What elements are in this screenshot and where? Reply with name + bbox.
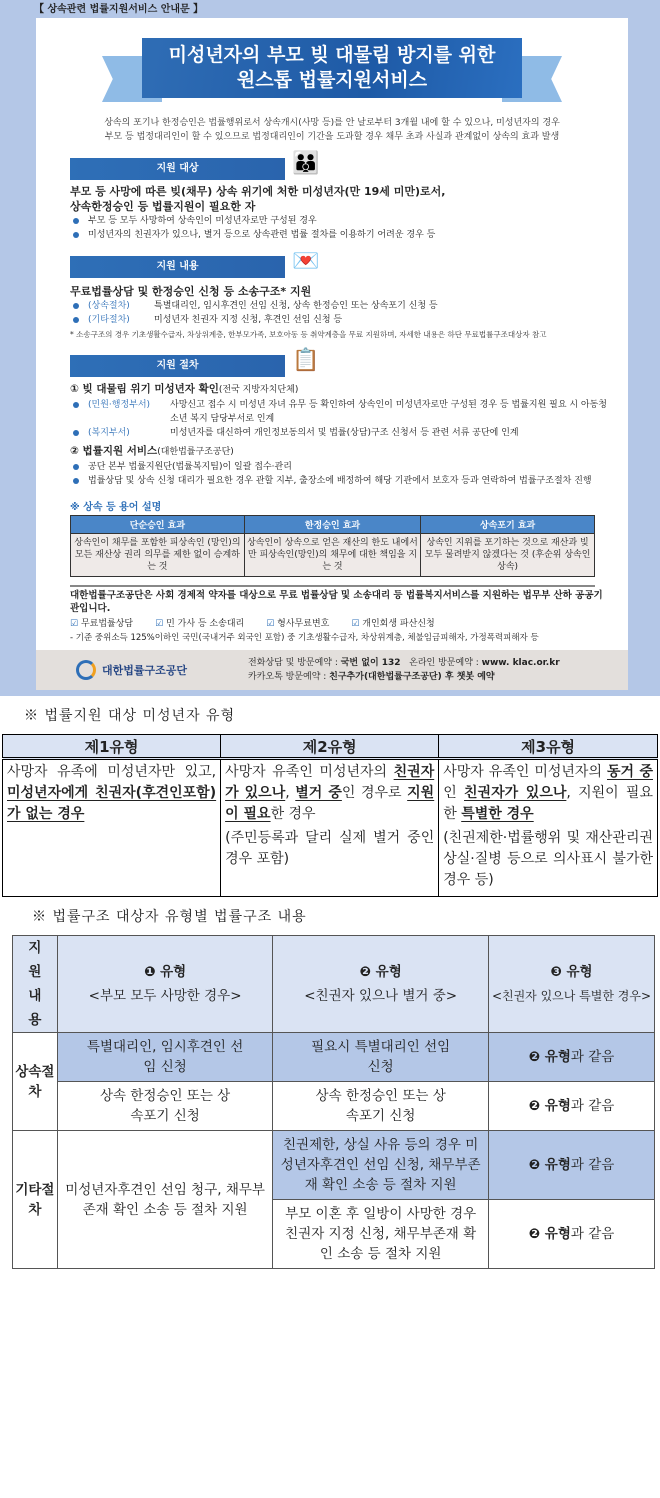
terms-title: ※ 상속 등 용어 설명: [70, 502, 162, 513]
text-segment: , 지원이 필요한: [443, 785, 653, 822]
poster-title-2: 원스톱 법률지원서비스: [236, 69, 428, 91]
heart-envelope-icon: 💌: [292, 249, 320, 274]
intro-text: [56, 116, 608, 144]
service-list: [70, 618, 628, 631]
footnote: * 소송구조의 경우 기초생활수급자, 차상위계층, 한부모가족, 보호아동 등 취약계층을 무료 지원하며, 자세한 내용은 하단 무료법률구조대상자 참고: [70, 330, 547, 339]
text-segment: 사망자 유족에 미성년자만 있고,: [7, 764, 217, 780]
section1-title: ※ 법률지원 대상 미성년자 유형: [24, 708, 236, 724]
poster-background: [0, 0, 660, 696]
website-link[interactable]: www. klac.or.kr: [481, 658, 560, 668]
list-item: (복지부서) 미성년자를 대신하여 개인정보동의서 및 법률(상담)구조 신청서 등 관련 서류 공단에 인계: [70, 426, 610, 440]
cell-paragraph: [443, 762, 653, 825]
cell-paragraph: [225, 762, 434, 825]
col-header: ❶ 유형 <부모 모두 사망한 경우>: [57, 936, 273, 1033]
list-item: 법률상담 및 상속 신청 대리가 필요한 경우 관할 지부, 출장소에 배정하여 해당 기관에서 보호자 등과 연락하여 법률구조절차 진행: [70, 474, 610, 488]
table-cell: 필요시 특별대리인 선임 신청: [273, 1033, 489, 1082]
table-cell: 상속인 지위를 포기하는 것으로 재산과 빚 모두 물려받지 않겠다는 것 (후순위 상속인 상속): [421, 534, 595, 577]
minor-types-table: [2, 734, 658, 897]
table-cell: 미성년자후견인 선임 청구, 채무부존재 확인 소송 등 절차 지원: [57, 1131, 273, 1269]
emphasis-text: 별거 중: [295, 785, 342, 801]
row-header: 상속절차: [13, 1033, 58, 1131]
table-cell: 상속 한정승인 또는 상속포기 신청: [273, 1082, 489, 1131]
table-cell: 특별대리인, 임시후견인 선임 신청: [57, 1033, 273, 1082]
poster: [36, 18, 628, 690]
intro-line: 상속의 포기나 한정승인은 법률행위로서 상속개시(사망 등)를 안 날로부터 3개월 내에 할 수 있으나, 미성년자의 경우: [104, 118, 560, 128]
col-header: 상속포기 효과: [421, 516, 595, 534]
lead: 부모 등 사망에 따른 빚(채무) 상속 위기에 처한 미성년자(만 19세 미만)로서,: [70, 185, 446, 198]
check-circle-icon: ☑: [266, 619, 275, 629]
text-segment: ,: [285, 785, 296, 801]
table-cell: ❷ 유형과 같음: [488, 1033, 654, 1082]
col-header: 제2유형: [221, 735, 439, 759]
poster-footer: [36, 650, 628, 690]
klac-logo: 대한법률구조공단: [76, 660, 226, 680]
lead: 무료법률상담 및 한정승인 신청 등 소송구조* 지원: [70, 285, 312, 298]
col-header: ❷ 유형 <친권자 있으나 별거 중>: [273, 936, 489, 1033]
section-bar-title: 지원 절차: [156, 360, 199, 371]
table-cell: [3, 759, 221, 897]
list-item: (상속절차) 특별대리인, 임시후견인 선임 신청, 상속 한정승인 또는 상속포기 신청 등: [70, 299, 610, 313]
col-header: 지원 내용: [13, 936, 58, 1033]
cell-paragraph: [443, 828, 653, 891]
table-cell: [221, 759, 439, 897]
section-bar-title: 지원 대상: [156, 163, 199, 174]
emphasis-text: 지원이 필요: [225, 785, 435, 822]
table-cell: ❷ 유형과 같음: [488, 1200, 654, 1269]
header-label: 【 상속관련 법률지원서비스 안내문 】: [34, 4, 204, 15]
cell-paragraph: [7, 762, 216, 825]
divider: [70, 585, 595, 587]
text-segment: 인: [443, 785, 465, 801]
service-item: ☑ 민 가사 등 소송대리: [155, 619, 245, 629]
text-segment: (주민등록과 달리 실제 별거 중인 경우 포함): [225, 830, 435, 867]
terms-table: [70, 515, 595, 577]
text-segment: (친권제한·법률행위 및 재산관리권 상실·질병 등으로 의사표시 불가한 경우 등): [443, 830, 653, 888]
list-item: (민원·행정부서) 사망신고 접수 시 미성년 자녀 유무 등 확인하여 상속인이 미성년자로만 구성된 경우 등 법률지원 필요 시 아동청소년 복지 담당부서로 인계: [70, 398, 610, 426]
text-segment: 인 경우로: [341, 785, 408, 801]
list-item: 미성년자의 친권자가 있으나, 별거 등으로 상속관련 법률 절차를 이용하기 어려운 경우 등: [70, 228, 610, 242]
table-cell: 친권제한, 상실 사유 등의 경우 미성년자후견인 선임 신청, 채무부존재 확인 소송 등 절차 지원: [273, 1131, 489, 1200]
title-ribbon: [102, 28, 562, 108]
service-item: ☑ 개인회생 파산신청: [351, 619, 435, 629]
col-header: 단순승인 효과: [71, 516, 245, 534]
intro-line: 부모 등 법정대리인이 할 수 있으므로 법정대리인이 기간을 도과할 경우 채무 초과 사실과 관계없이 상속의 효과 발생: [104, 132, 560, 142]
people-icon: 👪: [292, 151, 320, 176]
text-segment: 사망자 유족인 미성년자의: [225, 764, 394, 780]
lead: 상속한정승인 등 법률지원이 필요한 자: [70, 200, 256, 213]
section2-title: ※ 법률구조 대상자 유형별 법률구조 내용: [32, 909, 307, 925]
table-cell: ❷ 유형과 같음: [488, 1131, 654, 1200]
step-2: ② 법률지원 서비스(대한법률구조공단): [70, 445, 234, 457]
table-cell: [439, 759, 658, 897]
section-content: [70, 249, 610, 341]
eligibility-criteria: - 기준 중위소득 125%이하인 국민(국내거주 외국인 포함) 중 기초생활수급자, 차상위계층, 체불임금피해자, 가정폭력피해자 등: [70, 633, 539, 643]
table-cell: 상속인이 채무를 포함한 피상속인 (망인)의 모든 재산상 권리 의무를 제한 없이 승계하는 것: [71, 534, 245, 577]
cell-paragraph: [225, 828, 434, 870]
col-header: ❸ 유형 <친권자 있으나 특별한 경우>: [488, 936, 654, 1033]
emphasis-text: 미성년자에게 친권자(후견인포함)가 없는 경우: [7, 785, 217, 822]
table-cell: ❷ 유형과 같음: [488, 1082, 654, 1131]
check-circle-icon: ☑: [70, 619, 79, 629]
section-target: [70, 151, 610, 242]
emphasis-text: 특별한 경우: [461, 806, 534, 822]
table-cell: 상속인이 상속으로 얻은 재산의 한도 내에서만 피상속인(망인)의 채무에 대한 책임을 지는 것: [244, 534, 420, 577]
klac-description: 대한법률구조공단은 사회 경제적 약자를 대상으로 무료 법률상담 및 소송대리 등 법률복지서비스를 지원하는 법무부 산하 공공기관입니다.: [70, 590, 603, 614]
logo-icon: [76, 660, 96, 680]
text-segment: 사망자 유족인 미성년자의: [443, 764, 607, 780]
check-circle-icon: ☑: [351, 619, 360, 629]
col-header: 제1유형: [3, 735, 221, 759]
list-item: (기타절차) 미성년자 친권자 지정 신청, 후견인 선임 신청 등: [70, 313, 610, 327]
step-1: ① 빚 대물림 위기 미성년자 확인(전국 지방자치단체): [70, 383, 299, 395]
col-header: 제3유형: [439, 735, 658, 759]
emphasis-text: 친권자가 있으나: [464, 785, 567, 801]
table-cell: 부모 이혼 후 일방이 사망한 경우 친권자 지정 신청, 채무부존재 확인 소송 등 절차 지원: [273, 1200, 489, 1269]
row-header: 기타절차: [13, 1131, 58, 1269]
contact-info: 전화상담 및 방문예약 : 국번 없이 132 온라인 방문예약 : www. klac.or.kr 카카오톡 방문예약 : 친구추가(대한법률구조공단) 후 챗봇 예약: [248, 658, 560, 682]
section-procedure: [70, 348, 610, 488]
list-item: 공단 본부 법률지원단(법률복지팀)이 일괄 접수·관리: [70, 460, 610, 474]
col-header: 한정승인 효과: [244, 516, 420, 534]
document-icon: 📋: [292, 348, 320, 373]
table-cell: 상속 한정승인 또는 상속포기 신청: [57, 1082, 273, 1131]
legal-aid-table: [12, 935, 655, 1269]
service-item: ☑ 형사무료변호: [266, 619, 330, 629]
text-segment: 한 경우: [270, 806, 316, 822]
emphasis-text: 친권자가 있으나: [225, 764, 435, 801]
check-circle-icon: ☑: [155, 619, 164, 629]
section-bar-title: 지원 내용: [156, 261, 199, 272]
emphasis-text: 동거 중: [607, 764, 653, 780]
poster-title-1: 미성년자의 부모 빚 대물림 방지를 위한: [168, 44, 496, 66]
service-item: ☑ 무료법률상담: [70, 619, 134, 629]
list-item: 부모 등 모두 사망하여 상속인이 미성년자로만 구성된 경우: [70, 214, 610, 228]
